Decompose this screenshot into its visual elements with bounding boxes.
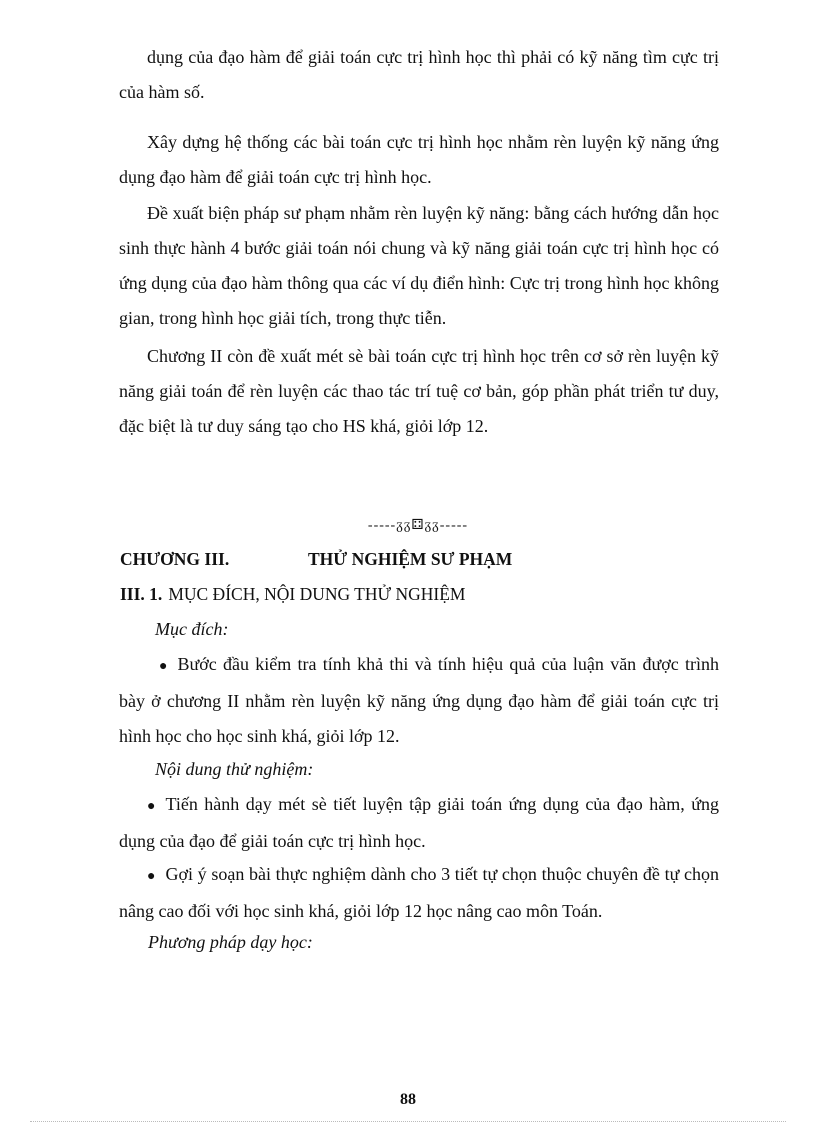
page-number: 88: [400, 1091, 416, 1108]
section-divider: -----ᵹᵹ⚃ᵹᵹ-----: [367, 518, 469, 533]
content-bullet-1: [119, 787, 719, 859]
content-label: Nội dung thử nghiệm:: [155, 759, 314, 779]
methods-label: Phương pháp dạy học:: [148, 932, 313, 952]
content-bullet-2: [119, 857, 719, 929]
paragraph: [119, 196, 719, 336]
paragraph: [119, 339, 719, 444]
paragraph-text: Chương II còn đề xuất mét sè bài toán cực trị hình học trên cơ sở rèn luyện kỹ năng giải toán để rèn luyện các thao tác trí tuệ cơ bản, góp phần phát triển tư duy, đặc biệt là tư duy sáng tạo cho HS khá, giỏi lớp 12.: [119, 346, 719, 436]
chapter-label: CHƯƠNG III.: [120, 549, 230, 569]
bullet-text: Tiến hành dạy mét sè tiết luyện tập giải toán ứng dụng của đạo hàm, ứng dụng của đạo để giải toán cực trị hình học.: [119, 794, 719, 851]
paragraph-text: Đề xuất biện pháp sư phạm nhằm rèn luyện kỹ năng: bằng cách hướng dẫn học sinh thực hành 4 bước giải toán nói chung và kỹ năng giải toán cực trị hình học có ứng dụng của đạo hàm thông qua các ví dụ điển hình: Cực trị trong hình học không gian, trong hình học giải tích, trong thực tiễn.: [119, 203, 719, 328]
bullet-text: Gợi ý soạn bài thực nghiệm dành cho 3 tiết tự chọn thuộc chuyên đề tự chọn nâng cao đối với học sinh khá, giỏi lớp 12 học nâng cao môn Toán.: [119, 864, 719, 921]
paragraph-text: Xây dựng hệ thống các bài toán cực trị hình học nhằm rèn luyện kỹ năng ứng dụng đạo hàm để giải toán cực trị hình học.: [119, 132, 719, 187]
purpose-bullet: [119, 647, 719, 754]
bullet-text: Bước đầu kiểm tra tính khả thi và tính hiệu quả của luận văn được trình bày ở chương II nhằm rèn luyện kỹ năng ứng dụng đạo hàm để giải toán cực trị hình học cho học sinh khá, giỏi lớp 12.: [119, 654, 719, 746]
purpose-label: Mục đích:: [155, 619, 229, 639]
section-number: III. 1.: [120, 584, 163, 604]
section-title: MỤC ĐÍCH, NỘI DUNG THỬ NGHIỆM: [168, 584, 466, 604]
paragraph: [119, 125, 719, 195]
bullet-icon: ●: [159, 659, 168, 674]
chapter-title: THỬ NGHIỆM SƯ PHẠM: [308, 549, 513, 569]
bottom-rule: [30, 1121, 786, 1122]
bullet-icon: ●: [147, 799, 156, 814]
paragraph-text: dụng của đạo hàm để giải toán cực trị hình học thì phải có kỹ năng tìm cực trị của hàm số.: [119, 47, 719, 102]
section-heading: [120, 584, 465, 605]
paragraph-continuation: [119, 40, 719, 110]
bullet-icon: ●: [147, 869, 156, 884]
